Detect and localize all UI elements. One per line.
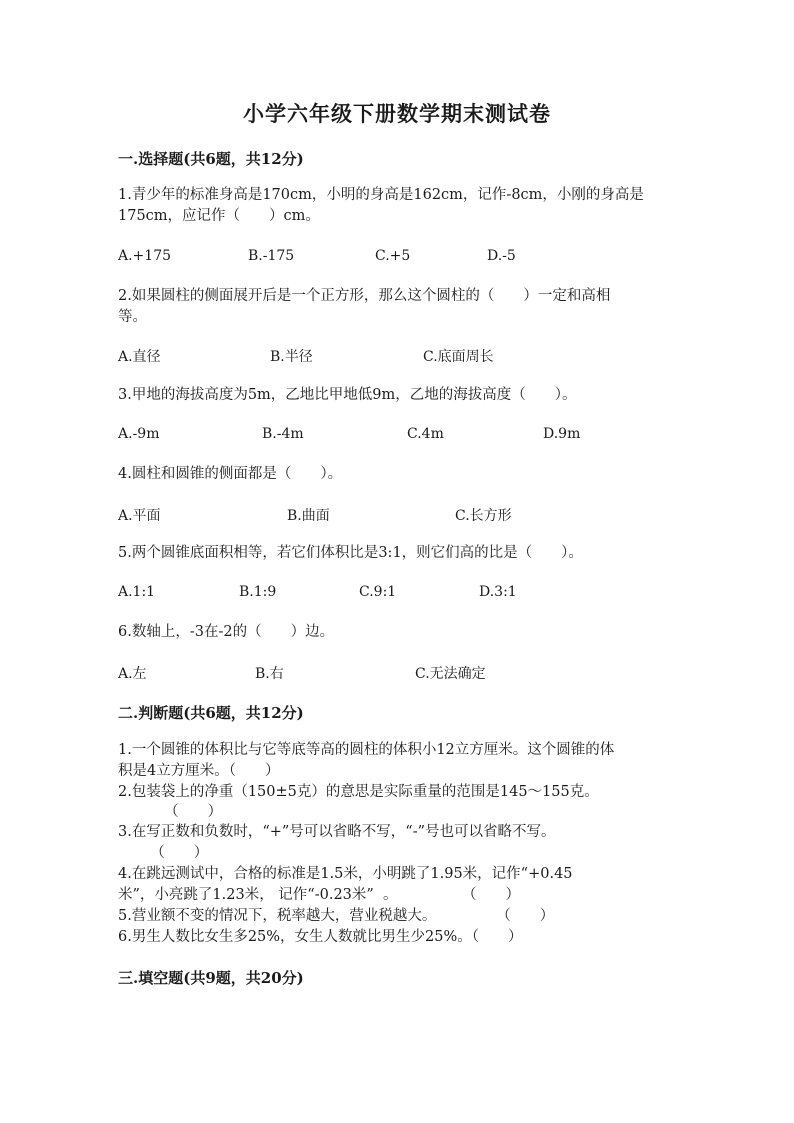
- question-text: 5.两个圆锥底面积相等，若它们体积比是3:1，则它们高的比是（ ）。: [118, 545, 583, 561]
- statement-line: （ ）: [118, 804, 223, 820]
- option-a: A.+175: [118, 248, 172, 264]
- section-heading-true-false: 二.判断题(共6题，共12分): [118, 704, 304, 722]
- section-heading-choice: 一.选择题(共6题，共12分): [118, 150, 304, 168]
- option-c: C.无法确定: [415, 666, 486, 682]
- question-1: [118, 185, 678, 227]
- question-4: [118, 464, 678, 485]
- statement-line: 6.男生人数比女生多25%，女生人数就比男生少25%。（ ）: [118, 929, 523, 945]
- question-text: 175cm，应记作（ ）cm。: [118, 208, 320, 224]
- option-b: B.曲面: [287, 508, 330, 524]
- option-a: A.平面: [118, 508, 161, 524]
- question-text: 3.甲地的海拔高度为5m，乙地比甲地低9m，乙地的海拔高度（ ）。: [118, 387, 577, 403]
- option-d: D.3:1: [479, 584, 517, 600]
- statement-line: 3.在写正数和负数时，“+”号可以省略不写，“-”号也可以省略不写。: [118, 824, 556, 840]
- page-title: 小学六年级下册数学期末测试卷: [243, 101, 551, 126]
- option-b: B.-175: [248, 248, 295, 264]
- statement-line: 4.在跳远测试中，合格的标准是1.5米，小明跳了1.95米，记作“+0.45: [118, 866, 573, 882]
- option-d: D.-5: [487, 248, 516, 264]
- statement-line: （ ）: [118, 845, 209, 861]
- option-c: C.底面周长: [423, 349, 494, 365]
- option-a: A.直径: [118, 349, 161, 365]
- question-3: [118, 385, 678, 406]
- option-d: D.9m: [543, 426, 581, 442]
- option-b: B.-4m: [262, 426, 304, 442]
- statement-line: 2.包装袋上的净重（150±5克）的意思是实际重量的范围是145～155克。: [118, 784, 599, 800]
- option-a: A.左: [118, 666, 147, 682]
- statement-line: 米”，小亮跳了1.23米， 记作“-0.23米” 。 （ ）: [118, 887, 521, 903]
- option-a: A.-9m: [118, 426, 160, 442]
- question-2: [118, 286, 678, 328]
- section-heading-fill-in: 三.填空题(共9题，共20分): [118, 969, 304, 987]
- statement-line: 5.营业额不变的情况下，税率越大，营业税越大。 （ ）: [118, 908, 555, 924]
- option-b: B.右: [255, 666, 284, 682]
- question-text: 2.如果圆柱的侧面展开后是一个正方形，那么这个圆柱的（ ）一定和高相: [118, 288, 611, 304]
- option-c: C.9:1: [359, 584, 397, 600]
- option-b: B.半径: [270, 349, 313, 365]
- option-c: C.长方形: [455, 508, 512, 524]
- statement-line: 1.一个圆锥的体积比与它等底等高的圆柱的体积小12立方厘米。这个圆锥的体: [118, 742, 615, 758]
- statement-line: 积是4立方厘米。（ ）: [118, 763, 280, 779]
- question-5: [118, 543, 678, 564]
- option-c: C.4m: [407, 426, 444, 442]
- question-text: 等。: [118, 309, 147, 325]
- option-a: A.1:1: [118, 584, 156, 600]
- question-6: [118, 622, 678, 643]
- question-text: 6.数轴上，-3在-2的（ ）边。: [118, 624, 335, 640]
- question-text: 4.圆柱和圆锥的侧面都是（ ）。: [118, 466, 343, 482]
- option-c: C.+5: [375, 248, 411, 264]
- option-b: B.1:9: [239, 584, 277, 600]
- question-text: 1.青少年的标准身高是170cm，小明的身高是162cm，记作-8cm，小刚的身高是: [118, 187, 644, 203]
